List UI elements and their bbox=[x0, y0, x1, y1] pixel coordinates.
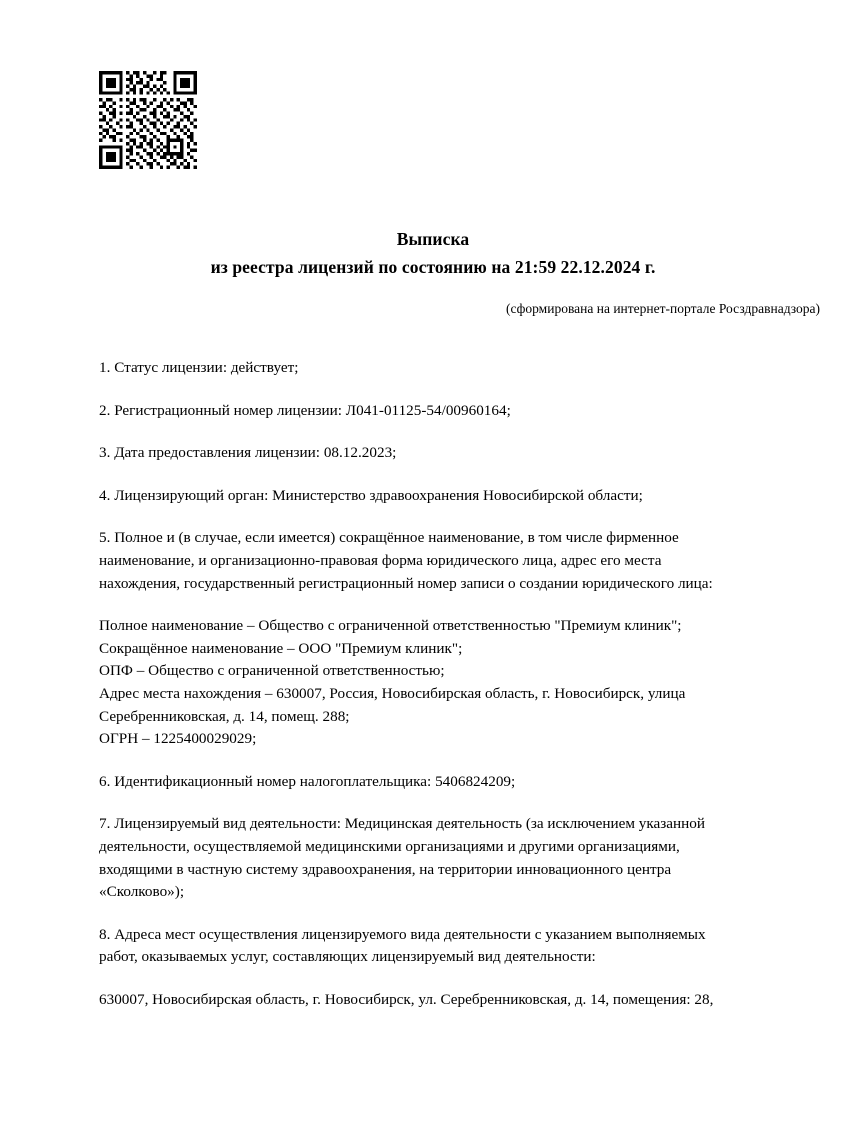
item-address-entry bbox=[99, 989, 796, 1012]
qr-code-icon bbox=[99, 71, 197, 169]
item-addresses-heading bbox=[99, 924, 796, 969]
text-line: работ, оказываемых услуг, составляющих лицензируемый вид деятельности: bbox=[99, 948, 596, 966]
document-body bbox=[99, 357, 799, 1031]
text-line: деятельности, осуществляемой медицинскими организациями и другими организациями, bbox=[99, 837, 680, 855]
text-line: 7. Лицензируемый вид деятельности: Медицинская деятельность (за исключением указанной bbox=[99, 815, 705, 833]
item-entity-name-heading bbox=[99, 527, 796, 595]
text-line: ОПФ – Общество с ограниченной ответственностью; bbox=[99, 662, 445, 680]
text-line: ОГРН – 1225400029029; bbox=[99, 730, 257, 748]
text-line: нахождения, государственный регистрационный номер записи о создании юридического лица: bbox=[99, 574, 713, 592]
item-taxpayer-id bbox=[99, 771, 799, 794]
text-line: 1. Статус лицензии: действует; bbox=[99, 359, 299, 376]
item-issue-date bbox=[99, 442, 799, 465]
item-licensing-authority bbox=[99, 485, 799, 508]
text-line: 3. Дата предоставления лицензии: 08.12.2023; bbox=[99, 444, 397, 462]
title-line-2: из реестра лицензий по состоянию на 21:59 22.12.2024 г. bbox=[210, 257, 656, 277]
item-registration-number bbox=[99, 400, 799, 423]
title-line-1: Выписка bbox=[396, 229, 470, 249]
text-line: наименование, и организационно-правовая форма юридического лица, адрес его места bbox=[99, 551, 662, 569]
text-line: Полное наименование – Общество с ограниченной ответственностью "Премиум клиник"; bbox=[99, 617, 682, 635]
text-line: 4. Лицензирующий орган: Министерство здравоохранения Новосибирской области; bbox=[99, 486, 643, 504]
text-line: 8. Адреса мест осуществления лицензируемого вида деятельности с указанием выполняемых bbox=[99, 925, 706, 943]
qr-code-svg bbox=[99, 71, 197, 169]
text-line: «Сколково»); bbox=[99, 883, 185, 901]
item-status bbox=[99, 357, 799, 380]
document-subtitle: (сформирована на интернет-портале Росздравнадзора) bbox=[505, 301, 820, 316]
text-line: 2. Регистрационный номер лицензии: Л041-01125-54/00960164; bbox=[99, 401, 511, 419]
text-line: 630007, Новосибирская область, г. Новосибирск, ул. Серебренниковская, д. 14, помещения: 28, bbox=[99, 990, 714, 1008]
item-entity-details bbox=[99, 615, 796, 751]
text-line: входящими в частную систему здравоохранения, на территории инновационного центра bbox=[99, 860, 672, 878]
text-line: 5. Полное и (в случае, если имеется) сокращённое наименование, в том числе фирменное bbox=[99, 529, 679, 547]
item-licensed-activity bbox=[99, 813, 796, 903]
text-line: Сокращённое наименование – ООО "Премиум клиник"; bbox=[99, 639, 463, 657]
text-line: Адрес места нахождения – 630007, Россия, Новосибирская область, г. Новосибирск, улица bbox=[99, 684, 686, 702]
page-title bbox=[99, 225, 767, 281]
text-line: Серебренниковская, д. 14, помещ. 288; bbox=[99, 707, 350, 725]
text-line: 6. Идентификационный номер налогоплательщика: 5406824209; bbox=[99, 772, 516, 790]
